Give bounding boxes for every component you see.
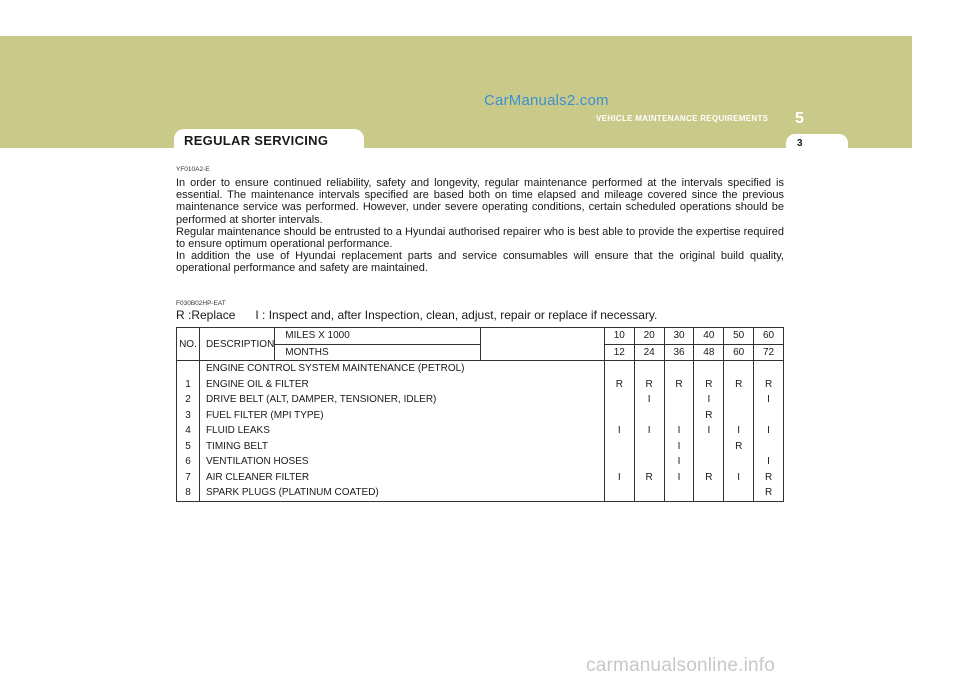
legend-code: F030B02HP-EAT — [176, 300, 226, 307]
service-mark — [604, 485, 634, 501]
service-mark — [634, 439, 664, 455]
row-number: 1 — [177, 377, 200, 393]
group-title: ENGINE CONTROL SYSTEM MAINTENANCE (PETROL) — [199, 361, 604, 377]
maintenance-table — [176, 327, 784, 502]
page-title: REGULAR SERVICING — [184, 133, 329, 148]
service-mark: R — [604, 377, 634, 393]
service-mark: I — [754, 392, 784, 408]
service-mark: R — [754, 485, 784, 501]
service-mark: R — [754, 470, 784, 486]
section-title: VEHICLE MAINTENANCE REQUIREMENTS — [596, 114, 769, 123]
service-mark — [664, 392, 694, 408]
intro-code: YF010A2-E — [176, 166, 210, 173]
service-mark: R — [634, 377, 664, 393]
miles-label: MILES X 1000 — [275, 328, 481, 345]
table-header-row — [177, 328, 784, 345]
watermark-top[interactable]: CarManuals2.com — [484, 92, 609, 109]
service-mark — [664, 485, 694, 501]
service-mark — [724, 485, 754, 501]
months-cell: 12 — [604, 344, 634, 361]
service-mark: R — [724, 439, 754, 455]
table-row — [177, 485, 784, 501]
service-mark: I — [694, 392, 724, 408]
row-description: AIR CLEANER FILTER — [205, 471, 310, 483]
service-mark — [604, 439, 634, 455]
row-number: 2 — [177, 392, 200, 408]
service-mark: R — [694, 408, 724, 424]
legend — [176, 308, 657, 322]
row-number: 6 — [177, 454, 200, 470]
service-mark — [754, 439, 784, 455]
table-row — [177, 439, 784, 455]
service-mark — [604, 408, 634, 424]
description-header: DESCRIPTION — [199, 328, 274, 361]
service-mark: R — [754, 377, 784, 393]
service-mark — [664, 408, 694, 424]
group-row — [177, 361, 784, 377]
service-mark: I — [754, 423, 784, 439]
row-description: VENTILATION HOSES — [205, 456, 309, 468]
service-mark — [694, 485, 724, 501]
service-mark: I — [664, 470, 694, 486]
service-mark — [694, 454, 724, 470]
service-mark — [724, 408, 754, 424]
table-row — [177, 470, 784, 486]
service-mark: R — [694, 377, 724, 393]
row-number: 5 — [177, 439, 200, 455]
miles-cell: 30 — [664, 328, 694, 345]
row-description: ENGINE OIL & FILTER — [205, 378, 309, 390]
row-number: 8 — [177, 485, 200, 501]
miles-cell: 50 — [724, 328, 754, 345]
service-mark: I — [604, 470, 634, 486]
months-cell: 72 — [754, 344, 784, 361]
row-description: FUEL FILTER (MPI TYPE) — [205, 409, 324, 421]
service-mark — [724, 392, 754, 408]
intro-text — [176, 177, 784, 275]
service-mark: R — [664, 377, 694, 393]
page-number: 3 — [797, 138, 803, 149]
miles-cell: 20 — [634, 328, 664, 345]
intro-paragraph: In addition the use of Hyundai replacement parts and service consumables will ensure that the original build quality, operational performance and safety are maintained. — [176, 250, 784, 275]
row-description: TIMING BELT — [205, 440, 268, 452]
service-mark: I — [604, 423, 634, 439]
miles-cell: 10 — [604, 328, 634, 345]
row-number: 4 — [177, 423, 200, 439]
service-mark: R — [724, 377, 754, 393]
miles-cell: 60 — [754, 328, 784, 345]
service-mark — [724, 454, 754, 470]
service-mark — [604, 454, 634, 470]
service-mark: I — [664, 454, 694, 470]
months-cell: 60 — [724, 344, 754, 361]
row-number: 3 — [177, 408, 200, 424]
row-number: 7 — [177, 470, 200, 486]
months-cell: 24 — [634, 344, 664, 361]
service-mark — [634, 408, 664, 424]
service-mark — [694, 439, 724, 455]
table-row — [177, 377, 784, 393]
table-row — [177, 392, 784, 408]
legend-inspect: I : Inspect and, after Inspection, clean, adjust, repair or replace if necessary. — [255, 308, 658, 322]
months-cell: 36 — [664, 344, 694, 361]
no-header: NO. — [177, 328, 200, 361]
row-description: DRIVE BELT (ALT, DAMPER, TENSIONER, IDLER) — [205, 394, 437, 406]
months-label: MONTHS — [275, 344, 481, 361]
service-mark: I — [634, 392, 664, 408]
service-mark: I — [724, 423, 754, 439]
service-mark: I — [664, 439, 694, 455]
row-description: SPARK PLUGS (PLATINUM COATED) — [199, 485, 604, 501]
service-mark — [634, 454, 664, 470]
table-row — [177, 408, 784, 424]
header-band — [0, 36, 912, 148]
service-mark: I — [634, 423, 664, 439]
service-mark — [634, 485, 664, 501]
intro-paragraph: Regular maintenance should be entrusted to a Hyundai authorised repairer who is best able to provide the expertise required to ensure optimum operational performance. — [176, 225, 784, 251]
row-description: FLUID LEAKS — [205, 425, 270, 437]
service-mark: I — [754, 454, 784, 470]
page-tab — [786, 134, 848, 152]
legend-replace: R :Replace — [176, 308, 236, 322]
table-row — [177, 454, 784, 470]
service-mark: I — [694, 423, 724, 439]
months-cell: 48 — [694, 344, 724, 361]
chapter-number: 5 — [795, 110, 804, 127]
service-mark: I — [664, 423, 694, 439]
service-mark — [604, 392, 634, 408]
table-row — [177, 423, 784, 439]
service-mark: R — [694, 470, 724, 486]
service-mark: I — [724, 470, 754, 486]
intro-paragraph: In order to ensure continued reliability, safety and longevity, regular maintenance performed at the intervals specified is essential. The maintenance intervals specified are based both on time elapsed and mileage covered since the previous maintenance service was performed. However, under severe operating conditions, certain scheduled operations should be performed at shorter intervals. — [176, 177, 784, 226]
watermark-bottom: carmanualsonline.info — [586, 655, 776, 676]
miles-cell: 40 — [694, 328, 724, 345]
service-mark: R — [634, 470, 664, 486]
service-mark — [754, 408, 784, 424]
